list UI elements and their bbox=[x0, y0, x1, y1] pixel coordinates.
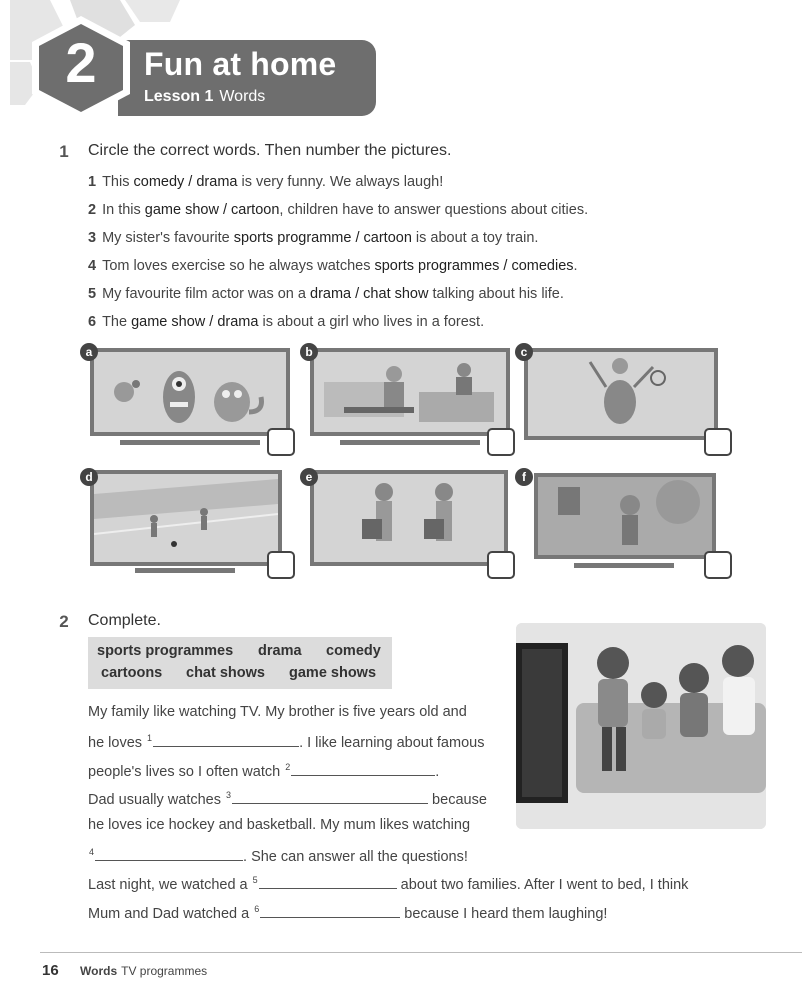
text-line: people's lives so I often watch $^2$ . bbox=[88, 762, 440, 780]
tv-stand bbox=[120, 440, 260, 445]
unit-title: Fun at home bbox=[144, 46, 337, 82]
game-show-illustration bbox=[314, 474, 504, 562]
exercise-1-number: 1 bbox=[59, 142, 69, 161]
word-bank-item: cartoons bbox=[101, 665, 163, 681]
answer-blank-1[interactable] bbox=[153, 732, 299, 747]
exercise-1-sentences bbox=[88, 172, 788, 340]
lesson-topic: Words bbox=[219, 88, 266, 105]
answer-box-b[interactable] bbox=[487, 428, 515, 456]
picture-label-d: d bbox=[80, 468, 98, 486]
exercise-1-instruction: Circle the correct words. Then number the pictures. bbox=[88, 142, 452, 159]
answer-box-d[interactable] bbox=[267, 551, 295, 579]
word-choice[interactable]: sports programmes / comedies bbox=[374, 258, 574, 274]
answer-blank-5[interactable] bbox=[259, 874, 397, 889]
text-line: Last night, we watched a $^5$ about two families. After I went to bed, I think bbox=[88, 875, 689, 893]
tv-screen bbox=[90, 470, 282, 566]
picture-label-a: a bbox=[80, 343, 98, 361]
chat-show-illustration bbox=[314, 352, 506, 432]
clown-illustration bbox=[528, 352, 714, 436]
picture-f bbox=[534, 473, 719, 579]
football-match-illustration bbox=[94, 474, 278, 562]
page-number: 16 bbox=[42, 962, 59, 979]
picture-b bbox=[310, 348, 515, 454]
word-bank-item: game shows bbox=[289, 665, 377, 681]
sentence-3: 3 My sister's favourite sports programme / cartoon is about a toy train. bbox=[88, 230, 539, 246]
text-line: $^4$ . She can answer all the questions! bbox=[89, 847, 468, 865]
text-line: he loves $^1$ . I like learning about famous bbox=[88, 733, 485, 751]
word-bank-item: chat shows bbox=[186, 665, 265, 681]
text-line: Mum and Dad watched a $^6$ because I heard them laughing! bbox=[88, 904, 608, 922]
answer-box-f[interactable] bbox=[704, 551, 732, 579]
text-line: My family like watching TV. My brother is five years old and bbox=[88, 704, 467, 720]
word-choice[interactable]: sports programme / cartoon bbox=[233, 230, 412, 246]
picture-label-c: c bbox=[515, 343, 533, 361]
tv-screen bbox=[534, 473, 716, 559]
text-line: Dad usually watches $^3$ because bbox=[88, 790, 487, 808]
sentence-5: 5 My favourite film actor was on a drama / chat show talking about his life. bbox=[88, 286, 564, 302]
lesson-subtitle bbox=[144, 88, 265, 106]
answer-box-a[interactable] bbox=[267, 428, 295, 456]
tv-stand bbox=[135, 568, 235, 573]
word-bank-item: comedy bbox=[326, 643, 381, 659]
answer-blank-6[interactable] bbox=[260, 903, 400, 918]
tv-screen bbox=[524, 348, 718, 440]
answer-blank-4[interactable] bbox=[95, 846, 243, 861]
footer-section-label: Words TV programmes bbox=[80, 964, 208, 978]
answer-blank-3[interactable] bbox=[232, 789, 428, 804]
answer-box-c[interactable] bbox=[704, 428, 732, 456]
sentence-6: 6 The game show / drama is about a girl who lives in a forest. bbox=[88, 314, 485, 330]
lesson-label: Lesson 1 bbox=[144, 88, 214, 105]
forest-girl-illustration bbox=[538, 477, 712, 555]
exercise-2-number: 2 bbox=[59, 612, 69, 631]
picture-label-b: b bbox=[300, 343, 318, 361]
unit-number: 2 bbox=[65, 31, 97, 94]
tv-screen bbox=[90, 348, 290, 436]
text-line: he loves ice hockey and basketball. My mum likes watching bbox=[88, 817, 471, 833]
sentence-1: 1 This comedy / drama is very funny. We always laugh! bbox=[88, 174, 444, 190]
word-bank-item: sports programmes bbox=[97, 643, 234, 659]
answer-box-e[interactable] bbox=[487, 551, 515, 579]
word-bank bbox=[88, 637, 392, 689]
family-watching-tv-illustration bbox=[516, 623, 766, 829]
tv-screen bbox=[310, 470, 508, 566]
picture-c bbox=[524, 348, 722, 454]
sentence-2: 2 In this game show / cartoon, children have to answer questions about cities. bbox=[88, 202, 589, 218]
cartoon-monsters-illustration bbox=[94, 352, 286, 432]
word-choice[interactable]: game show / cartoon bbox=[144, 202, 280, 218]
exercise-2-instruction: Complete. bbox=[88, 612, 161, 629]
tv-stand bbox=[574, 563, 674, 568]
picture-d bbox=[90, 470, 295, 576]
picture-label-e: e bbox=[300, 468, 318, 486]
picture-label-f: f bbox=[515, 468, 533, 486]
tv-stand bbox=[340, 440, 480, 445]
picture-a bbox=[90, 348, 295, 454]
word-choice[interactable]: comedy / drama bbox=[133, 174, 238, 190]
family-on-sofa-image bbox=[516, 623, 766, 829]
picture-e bbox=[310, 470, 515, 576]
word-choice[interactable]: game show / drama bbox=[131, 314, 259, 330]
sentence-4: 4 Tom loves exercise so he always watches sports programmes / comedies. bbox=[88, 258, 578, 274]
footer-divider bbox=[40, 952, 802, 953]
tv-screen bbox=[310, 348, 510, 436]
word-bank-item: drama bbox=[258, 643, 302, 659]
word-choice[interactable]: drama / chat show bbox=[310, 286, 429, 302]
answer-blank-2[interactable] bbox=[291, 761, 435, 776]
